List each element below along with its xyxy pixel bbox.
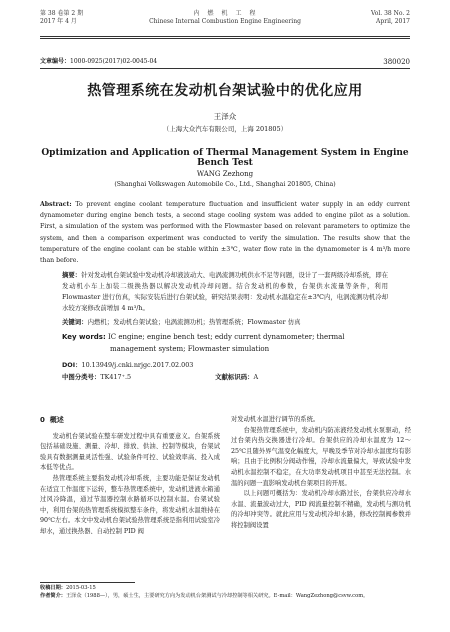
header-issue: 第 38 卷第 2 期 (40, 10, 84, 17)
doc-code-value: A (253, 373, 259, 381)
header-volume-en (371, 10, 410, 26)
clc-value: TK417⁺.5 (100, 373, 132, 381)
keywords-en-label: Key words: (62, 333, 106, 341)
author-cn: 王泽众 (213, 112, 237, 121)
article-number-label: 文章编号： (40, 58, 71, 65)
body-paragraph: 以上问题可概括为：发动机冷却水路过长，台架供应冷却水水温、流量波动过大，PID 阀流量控制不精确，发动机与测功机的冷却冲突等。就此应用与发动机冷却水路，修改控制阀参数并将控制阀设置 (231, 490, 411, 529)
footnote-rule (40, 582, 135, 583)
header-date-en: April, 2017 (376, 18, 410, 25)
abstract-cn-label: 摘要： (62, 271, 82, 279)
abstract-en-label: Abstract: (40, 201, 72, 208)
section-title: 概述 (49, 416, 64, 424)
abstract-cn-text: 针对发动机台架试验中发动机冷却液波动大、电涡流测功机供水不足等问题，设计了一套两级冷却系统，即在发动机小车上加装二级换热器以解决发动机冷却问题。结合发动机的参数，台架供水流量等条件，利用 Flowmaster 进行仿真，实际安装后进行台架试验，研究结果表明：发动机水温稳定在±3℃内，电涡流测功机冷却水较方案修改前增加 4 m³/h。 (62, 271, 389, 312)
body-column-right (231, 415, 411, 532)
author-bio: 王泽众（1988—），男，硕士生，主要研究方向为发动机台架测试与冷却控制等相关研究。E-mail：WangZezhong@csvw.com。 (65, 592, 369, 599)
body-paragraph: 热管理系统主要指发动机冷却系统，主要功能是保证发动机在适宜工作温度下运转，整车热管理系统中，发动机进液水箱通过风冷降温，通过节温器控制水路循环以控制水温。台架试验中，利用台架的热管理系统模拟整车条件，将发动机水温维持在90℃左右。本文中发动机台架试验热管理系统是指利用试验室冷却水，通过换热器、自动控制 PID 阀 (40, 474, 220, 535)
body-column-left (40, 415, 220, 538)
header-rule-thin (40, 38, 410, 39)
keywords-cn-label: 关键词： (62, 318, 88, 326)
article-rule (40, 68, 410, 69)
received-date: 2015-03-15 (65, 585, 96, 591)
affiliation-cn: （上海大众汽车有限公司，上海 201805） (162, 125, 288, 133)
header-vol-no: Vol. 38 No. 2 (370, 10, 410, 17)
affiliation-en: (Shanghai Volkswagen Automobile Co., Ltd., Shanghai 201805, China) (114, 181, 336, 188)
keywords-cn-text: 内燃机；发动机台架试验；电涡流测功机；热管理系统；Flowmaster 仿真 (87, 318, 301, 326)
keywords-en-line1: IC engine; engine bench test; eddy current dynamometer; thermal (105, 333, 345, 341)
paper-title-en: Optimization and Application of Thermal Management System in Engine Bench Test (41, 148, 409, 168)
paper-title-cn: 热管理系统在发动机台架试验中的优化应用 (87, 83, 363, 99)
journal-name-en: Chinese Internal Combustion Engine Engineering (149, 18, 301, 25)
section-number: 0 (40, 416, 45, 424)
classification-line (62, 372, 388, 383)
body-paragraph: 对发动机水温进行调节的系统。 (231, 416, 320, 423)
doi-line (62, 360, 388, 371)
running-header (40, 10, 410, 34)
keywords-en (62, 331, 388, 355)
abstract-en-text: To prevent engine coolant temperature fluctuation and insufficient water supply in an eddy current dynamometer during engine bench tests, a second stage cooling system was added to engine pilot as a solution. First, a simulation of the system was performed with the Flowmaster based on relevant parameters to optimize the system, and then a comparison experiment was conducted to verify the simulation. The results show that the temperature of the engine coolant can be stable within ±3℃, water flow rate in the dynamometer is 4 m³/h more than before. (40, 201, 410, 265)
author-en: WANG Zezhong (196, 170, 254, 178)
abstract-en (40, 199, 410, 266)
keywords-en-line2: management system; Flowmaster simulation (110, 345, 270, 353)
clc-label: 中图分类号： (62, 373, 101, 381)
section-heading (40, 415, 220, 426)
footnote (40, 585, 410, 600)
header-journal-name (40, 10, 410, 26)
abstract-cn (62, 270, 388, 314)
article-number-line (40, 58, 410, 66)
keywords-cn (62, 317, 388, 328)
doc-code-label: 文献标识码： (215, 373, 254, 381)
journal-name-cn: 内 燃 机 工 程 (193, 10, 257, 17)
header-date-cn: 2017 年 4 月 (40, 18, 77, 25)
doi-label: DOI： (62, 361, 82, 369)
author-bio-label: 作者简介： (40, 592, 66, 599)
header-rule (40, 36, 410, 37)
body-paragraph: 台架热管理系统中，发动机内防冻液经发动机水泵驱动，经过台架内热交换器进行冷却。台架供应的冷却水温度为 12～25℃且随外界气温变化幅度大，早晚及季节对冷却水温度均有影响；且由于比例积分阀动作慢，冷却水流量偏大，导致试验中发动机水温控制不稳定，在大功率发动机项目中甚至无法控制。水温的问题一直影响发动机台架项目的开展。 (231, 426, 411, 487)
body-paragraph: 发动机台架试验在整车研发过程中具有重要意义。台架系统包括基础设施、测量、冷却、排放、供油、控制等模块，台架试验具有数据测量灵活性强、试验条件可控、试验效率高、投入成本低等优点。 (40, 432, 220, 472)
article-code: 380020 (383, 58, 410, 66)
received-label: 收稿日期： (40, 585, 66, 591)
doi-value: 10.13949/j.cnki.nrjgc.2017.02.003 (81, 361, 194, 369)
article-number-value: 1000-0925(2017)02-0045-04 (70, 58, 158, 65)
